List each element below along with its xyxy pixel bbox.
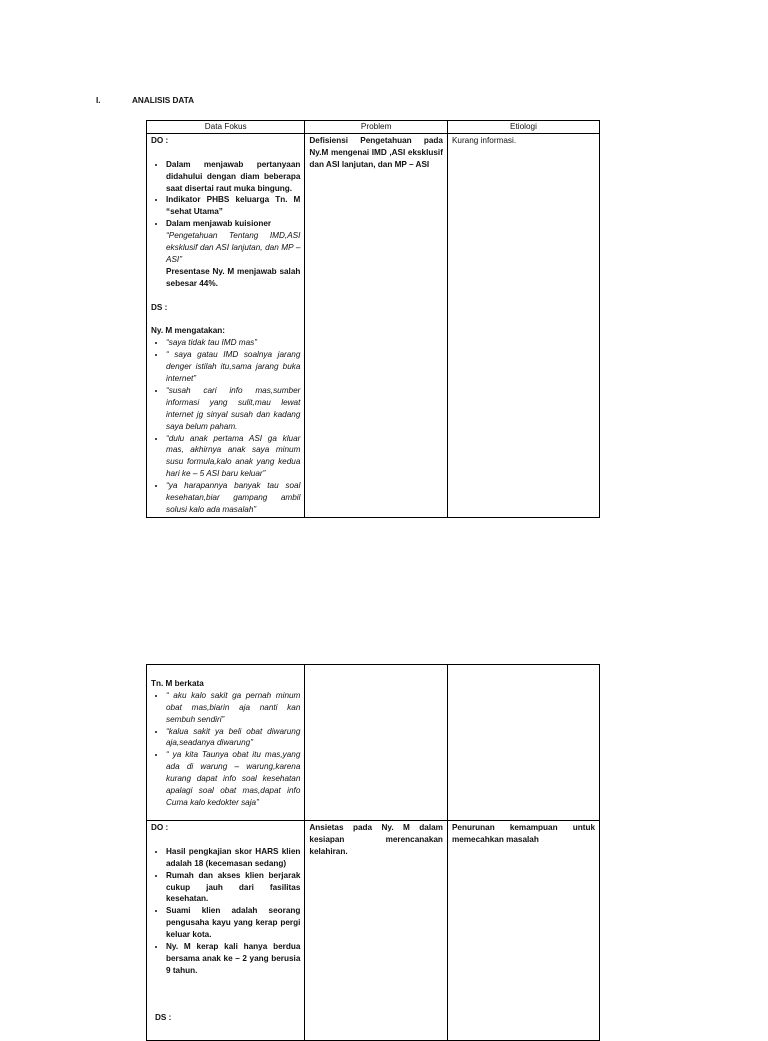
percentage-text: Presentase Ny. M menjawab salah sebesar 44%. bbox=[166, 266, 301, 288]
quote-item: • “kalua sakit ya beli obat diwarung aja,seadanya diwarung” bbox=[166, 726, 300, 750]
list-item: • Rumah dan akses klien berjarak cukup jauh dari fasilitas kesehatan. bbox=[166, 870, 300, 906]
quote-item: • “dulu anak pertama ASI ga kluar mas, akhirnya anak saya minum susu formula,kalo anak yang kedua hari ke – 5 ASI baru keluar” bbox=[166, 433, 300, 481]
etiologi-cell-empty bbox=[447, 665, 599, 821]
quote-item: • “susah cari info mas,sumber informasi yang sulit,mau lewat internet jg sinyal susah dan kadang saya belum paham. bbox=[166, 385, 300, 433]
list-item: • Ny. M kerap kali hanya berdua bersama anak ke – 2 yang berusia 9 tahun. bbox=[166, 941, 300, 977]
problem-cell-empty bbox=[305, 665, 448, 821]
data-fokus-cell bbox=[147, 821, 305, 1041]
header-etiologi: Etiologi bbox=[447, 121, 599, 134]
do-list bbox=[151, 846, 300, 977]
data-fokus-cell bbox=[147, 133, 305, 517]
table-header-row bbox=[147, 121, 600, 134]
section-number: I. bbox=[96, 96, 101, 105]
ds-intro: Ny. M mengatakan: bbox=[151, 326, 226, 336]
quote-item: • “saya tidak tau IMD mas” bbox=[166, 337, 300, 349]
quote-item: • “ya harapannya banyak tau soal kesehatan,biar gampang ambil solusi kalo ada masalah” bbox=[166, 480, 300, 516]
tn-m-quote-list bbox=[151, 690, 300, 809]
ds-label: DS : bbox=[151, 302, 168, 312]
problem-cell: Defisiensi Pengetahuan pada Ny.M mengenai IMD ,ASI eksklusif dan ASI lanjutan, dan MP – ASI bbox=[305, 133, 448, 517]
etiologi-cell: Penurunan kemampuan untuk memecahkan masalah bbox=[447, 821, 599, 1041]
do-label: DO : bbox=[151, 823, 169, 832]
list-item: • Suami klien adalah seorang pengusaha kayu yang kerap pergi keluar kota. bbox=[166, 905, 300, 941]
ds-list bbox=[151, 337, 300, 516]
analysis-table-1 bbox=[146, 120, 600, 518]
header-data-fokus: Data Fokus bbox=[147, 121, 305, 134]
data-fokus-cell bbox=[147, 665, 305, 821]
header-problem: Problem bbox=[305, 121, 448, 134]
do-list bbox=[151, 159, 300, 290]
table-row bbox=[147, 665, 600, 821]
etiologi-cell: Kurang informasi. bbox=[447, 133, 599, 517]
tn-m-intro: Tn. M berkata bbox=[151, 678, 204, 688]
problem-cell: Ansietas pada Ny. M dalam kesiapan merencanakan kelahiran. bbox=[305, 821, 448, 1041]
questionnaire-title: “Pengetahuan Tentang IMD,ASI eksklusif dan ASI lanjutan, dan MP – ASI” bbox=[166, 231, 301, 264]
list-item: • Indikator PHBS keluarga Tn. M “sehat Utama” bbox=[166, 194, 300, 218]
section-heading bbox=[96, 95, 194, 107]
quote-item: • “ ya kita Taunya obat itu mas,yang ada di warung – warung,karena kurang dapat info soal kesehatan apalagi soal obat mas,dapat info Cuma kalo kedokter saja” bbox=[166, 749, 300, 809]
table-row bbox=[147, 821, 600, 1041]
do-label: DO : bbox=[151, 135, 169, 145]
quote-item: • “ saya gatau IMD soalnya jarang denger istilah itu,sama jarang buka internet” bbox=[166, 349, 300, 385]
ds-label: DS : bbox=[155, 1013, 172, 1023]
list-item: • Hasil pengkajian skor HARS klien adalah 18 (kecemasan sedang) bbox=[166, 846, 300, 870]
list-item: • Dalam menjawab pertanyaan didahului dengan diam beberapa saat disertai raut muka bingung. bbox=[166, 159, 300, 195]
analysis-table-2 bbox=[146, 664, 600, 1041]
list-item: • Dalam menjawab kuisioner “Pengetahuan Tentang IMD,ASI eksklusif dan ASI lanjutan, dan MP – ASI” Presentase Ny. M menjawab salah sebesar 44%. bbox=[166, 218, 300, 289]
table-row bbox=[147, 133, 600, 517]
quote-item: • “ aku kalo sakit ga pernah minum obat mas,biarin aja nanti kan sembuh sendiri” bbox=[166, 690, 300, 726]
section-title: ANALISIS DATA bbox=[132, 96, 195, 105]
